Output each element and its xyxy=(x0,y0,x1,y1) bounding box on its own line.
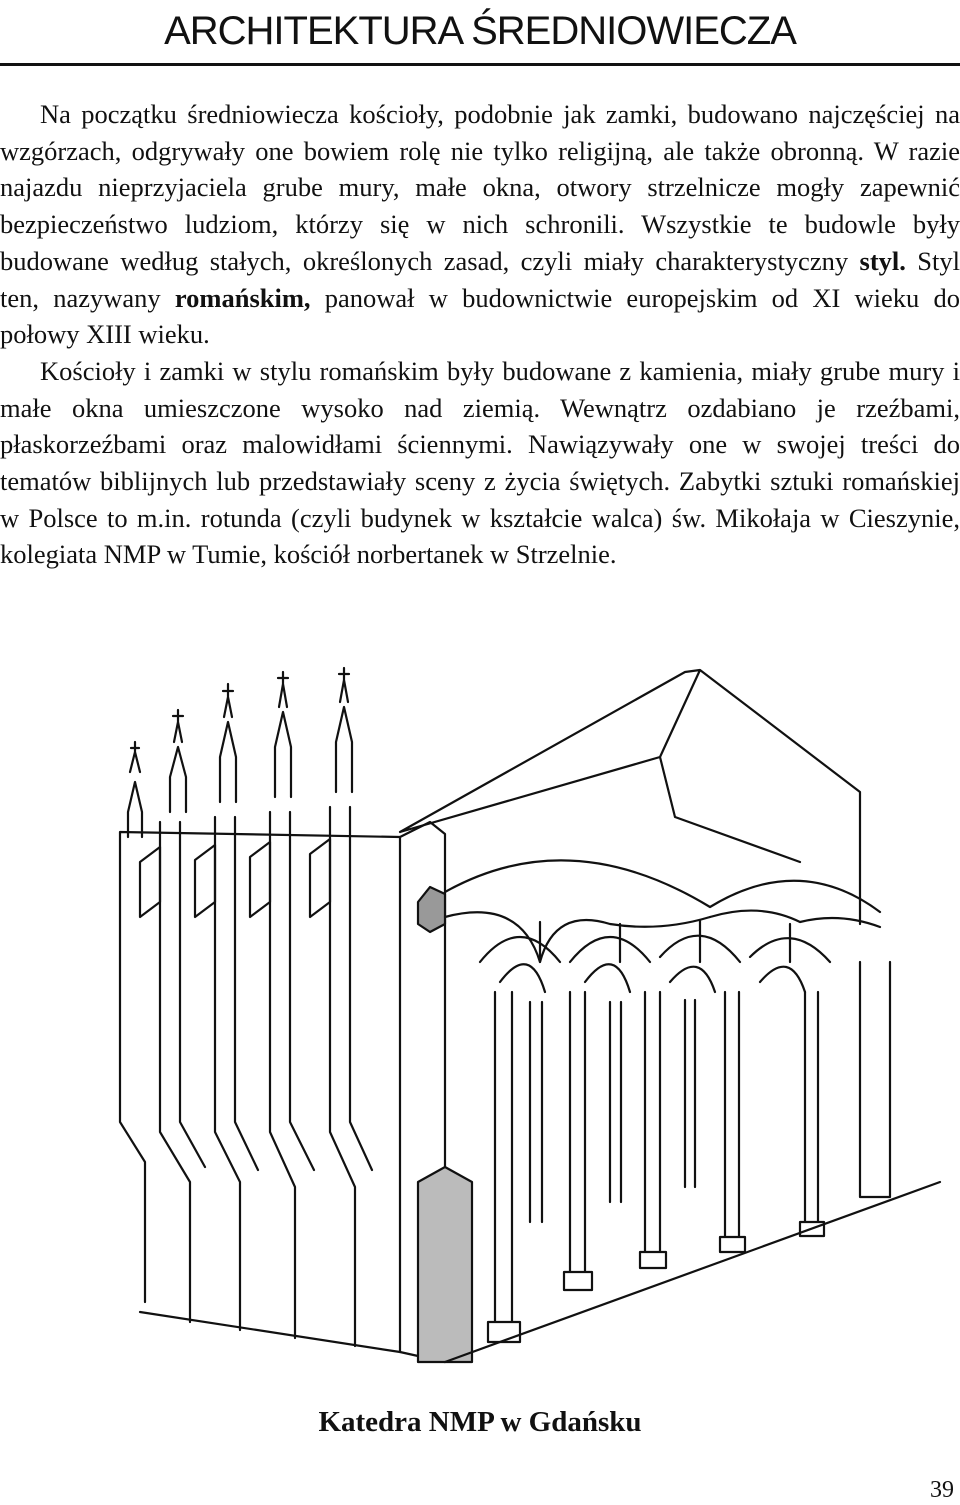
paragraph-1-part-1: Na początku średniowiecza kościoły, podobnie jak zamki, budowano najczęściej na wzgórzach, odgrywały one bowiem rolę nie tylko religijną, ale także obronną. W razie najazdu nieprzyjaciela grube mury, małe okna, otwory strzelnicze mogły zapewnić bezpieczeństwo ludziom, którzy się w nich schronili. Wszystkie te budowle były budowane według stałych, określonych zasad, czyli miały charakterystyczny xyxy=(0,99,960,276)
paragraph-2: Kościoły i zamki w stylu romańskim były budowane z kamienia, miały grube mury i małe okna umieszczone wysoko nad ziemią. Wewnątrz ozdabiano je rzeźbami, płaskorzeźbami oraz malowidłami ściennymi. Nawiązywały one w swojej treści do tematów biblijnych lub przedstawiały sceny z życia świętych. Zabytki sztuki romańskiej w Polsce to m.in. rotunda (czyli budynek w kształcie walca) św. Mikołaja w Cieszynie, kolegiata NMP w Tumie, kościół norbertanek w Strzelnie. xyxy=(0,355,960,570)
paragraph-1-part-3: panował w budownictwie europejskim od XI wieku do połowy XIII wieku. xyxy=(0,282,960,350)
cathedral-illustration xyxy=(100,662,960,1382)
page-number: 39 xyxy=(930,1477,954,1503)
cut-section xyxy=(400,822,472,1362)
paragraph-1 xyxy=(0,96,960,353)
term-romanski: romańskim, xyxy=(174,282,311,313)
floor xyxy=(445,1182,940,1362)
body-text xyxy=(0,96,960,573)
columns xyxy=(488,962,890,1342)
buttresses xyxy=(128,668,372,1346)
page-title: ARCHITEKTURA ŚREDNIOWIECZA xyxy=(164,9,796,53)
roof xyxy=(400,670,860,924)
title-underline xyxy=(0,63,960,66)
vaults xyxy=(445,860,880,992)
illustration-caption: Katedra NMP w Gdańsku xyxy=(318,1406,642,1438)
term-styl: styl. xyxy=(859,245,906,276)
paragraph-1-part-2: Styl ten, nazywany xyxy=(0,245,960,313)
